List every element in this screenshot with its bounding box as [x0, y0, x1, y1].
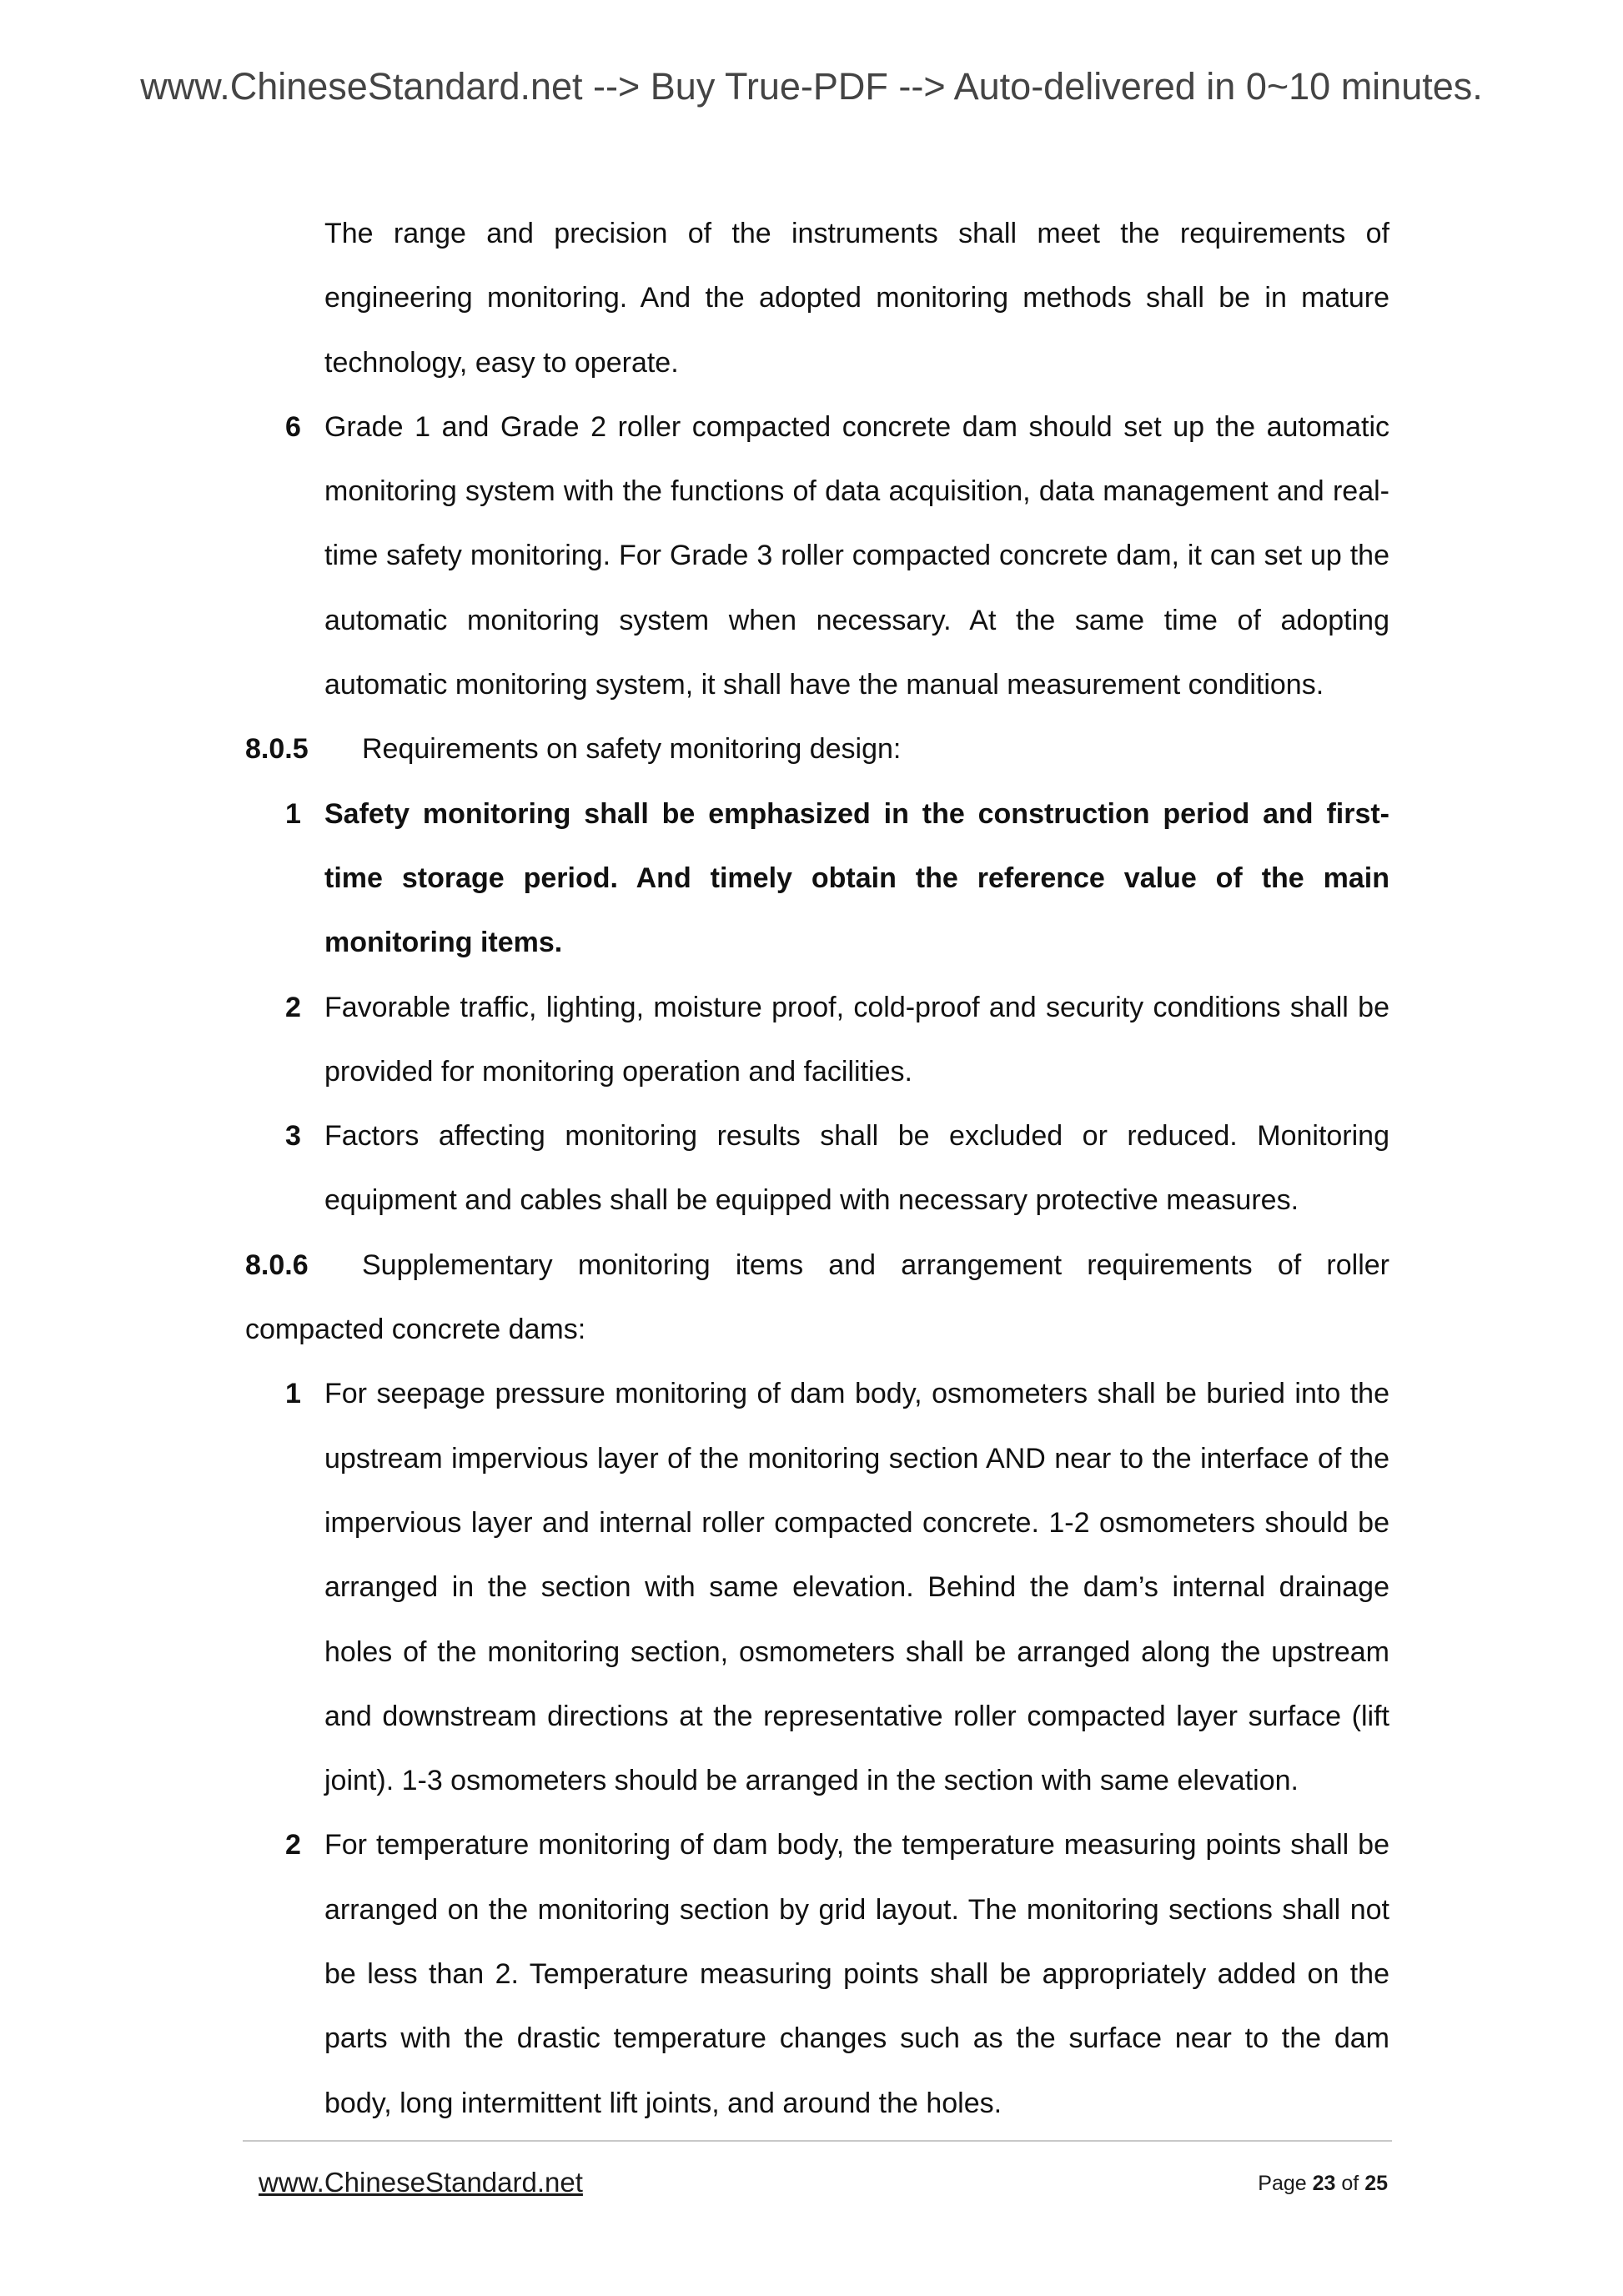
list-item-text: For temperature monitoring of dam body, the temperature measuring points shall be arranged on the monitoring section by grid layout. The monitoring sections shall not be less than 2. Temperature measuring points shall be appropriately added on the parts with the drastic temperature changes such as the surface near to the dam body, long intermittent lift joints, and around the holes.: [324, 1829, 1389, 2119]
document-body: [245, 202, 1389, 2136]
header-banner: www.ChineseStandard.net --> Buy True-PDF --> Auto-delivered in 0~10 minutes.: [140, 65, 1483, 108]
clause-number: 8.0.6: [245, 1248, 309, 1281]
page-number: [1258, 2172, 1388, 2196]
clause-8-0-5-item-1: [245, 782, 1389, 976]
list-item-number: 1: [285, 1378, 301, 1410]
footer-divider: [243, 2140, 1392, 2142]
list-item-text: Factors affecting monitoring results shall be excluded or reduced. Monitoring equipment and cables shall be equipped with necessary protective measures.: [324, 1120, 1389, 1217]
list-item-text: Favorable traffic, lighting, moisture proof, cold-proof and security conditions shall be provided for monitoring operation and facilities.: [324, 991, 1389, 1088]
clause-8-0-6-item-1: [245, 1362, 1389, 1813]
clause-8-0-5-heading: [245, 717, 1389, 781]
list-item-text: For seepage pressure monitoring of dam body, osmometers shall be buried into the upstream impervious layer of the monitoring section AND near to the interface of the impervious layer and internal roller compacted concrete. 1-2 osmometers should be arranged in the section with same elevation. Behind the dam’s internal drainage holes of the monitoring section, osmometers shall be arranged along the upstream and downstream directions at the representative roller compacted layer surface (lift joint). 1-3 osmometers should be arranged in the section with same elevation.: [324, 1378, 1389, 1797]
list-item-number: 6: [285, 410, 301, 443]
page-label: Page: [1258, 2172, 1307, 2195]
page-total: 25: [1364, 2172, 1388, 2195]
list-item-text: Safety monitoring shall be emphasized in the construction period and first-time storage period. And timely obtain the reference value of the main monitoring items.: [324, 797, 1389, 959]
page-of: of: [1341, 2172, 1359, 2195]
list-item-number: 3: [285, 1120, 301, 1153]
clause-8-0-5-item-3: [245, 1104, 1389, 1233]
clause-number: 8.0.5: [245, 733, 309, 766]
list-item-number: 2: [285, 1829, 301, 1861]
clause-8-0-5-item-2: [245, 976, 1389, 1105]
list-item-6: [245, 395, 1389, 717]
page-current: 23: [1312, 2172, 1336, 2195]
list-item-text: Grade 1 and Grade 2 roller compacted concrete dam should set up the automatic monitoring system with the functions of data acquisition, data management and real-time safety monitoring. For Grade 3 roller compacted concrete dam, it can set up the automatic monitoring system when necessary. At the same time of adopting automatic monitoring system, it shall have the manual measurement conditions.: [324, 410, 1389, 701]
list-item-number: 1: [285, 797, 301, 830]
clause-title: Requirements on safety monitoring design:: [362, 733, 902, 766]
clause-title: Supplementary monitoring items and arrangement requirements of roller compacted concrete dams:: [245, 1248, 1389, 1346]
clause-8-0-6-item-2: [245, 1813, 1389, 2135]
intro-paragraph: The range and precision of the instruments shall meet the requirements of engineering monitoring. And the adopted monitoring methods shall be in mature technology, easy to operate.: [324, 218, 1389, 379]
footer-website-link[interactable]: www.ChineseStandard.net: [259, 2167, 583, 2198]
clause-8-0-6-heading: [245, 1233, 1389, 1363]
list-item-number: 2: [285, 991, 301, 1023]
